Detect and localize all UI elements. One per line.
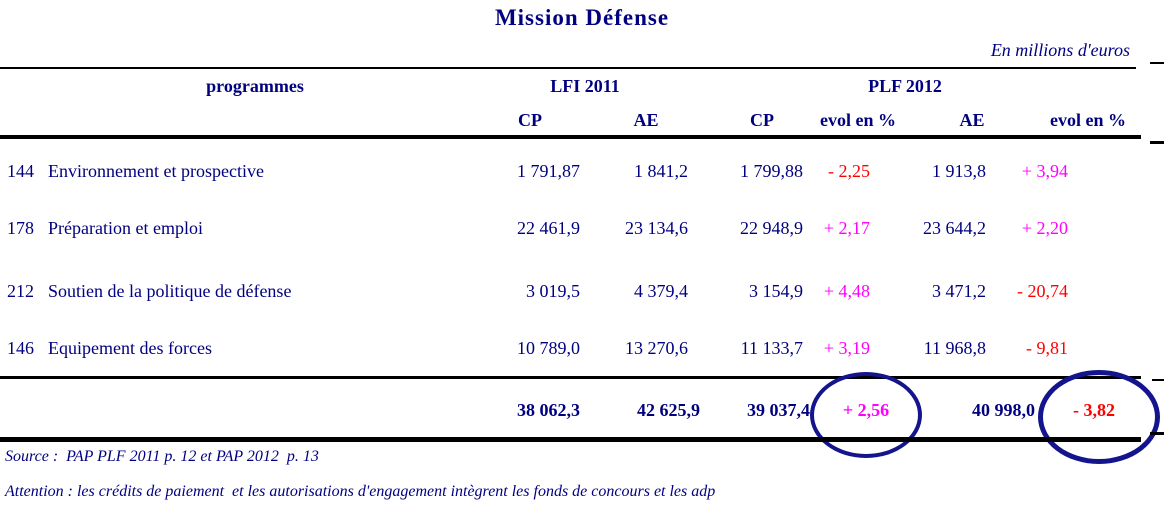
cell-plf-cp: 3 154,9 [749,281,803,301]
program-code: 144 [7,161,34,181]
total-lfi-ae: 42 625,9 [637,400,700,420]
cell-lfi-ae: 4 379,4 [634,281,688,301]
subheader-plf-ae: AE [959,110,985,130]
table-row [0,338,1164,362]
program-code: 178 [7,218,34,238]
cell-plf-ae: 1 913,8 [932,161,986,181]
rule-fragment-right-2 [1150,141,1164,144]
total-plf-cp: 39 037,4 [747,400,810,420]
cell-plf-ae: 23 644,2 [923,218,986,238]
subheader-lfi-ae: AE [633,110,659,130]
unit-note: En millions d'euros [990,40,1130,60]
rule-above-totals [0,376,1141,379]
table-row [0,161,1164,185]
cell-plf-ae: 11 968,8 [923,338,986,358]
cell-evol-cp: + 4,48 [823,281,870,301]
cell-evol-ae: - 9,81 [1026,338,1068,358]
cell-lfi-cp: 10 789,0 [517,338,580,358]
cell-evol-ae: + 3,94 [1021,161,1068,181]
total-evol-ae: - 3,82 [1073,400,1115,420]
cell-plf-cp: 22 948,9 [740,218,803,238]
cell-lfi-cp: 1 791,87 [517,161,580,181]
subheader-plf-cp: CP [750,110,774,130]
cell-lfi-ae: 23 134,6 [625,218,688,238]
program-code: 212 [7,281,34,301]
program-name: Soutien de la politique de défense [48,281,292,301]
attention-note: Attention : les crédits de paiement et les autorisations d'engagement intègrent les fonds de concours et les adp [5,483,716,500]
rule-fragment-right-4 [1150,432,1164,435]
cell-evol-cp: - 2,25 [828,161,870,181]
cell-evol-ae: + 2,20 [1021,218,1068,238]
rule-fragment-right-3 [1152,379,1164,381]
cell-lfi-cp: 3 019,5 [526,281,580,301]
totals-row [0,400,1164,426]
total-lfi-cp: 38 062,3 [517,400,580,420]
program-name: Environnement et prospective [48,161,264,181]
table-row [0,218,1164,242]
rule-below-header [0,135,1141,139]
page-title: Mission Défense [494,5,670,30]
cell-evol-cp: + 3,19 [823,338,870,358]
highlight-circle-evol-cp [810,372,922,458]
program-name: Préparation et emploi [48,218,203,238]
column-group-plf-2012: PLF 2012 [868,76,942,96]
subheader-evol-cp: evol en % [820,110,896,130]
cell-plf-ae: 3 471,2 [932,281,986,301]
rule-fragment-right-1 [1150,62,1164,64]
source-note: Source : PAP PLF 2011 p. 12 et PAP 2012 p. 13 [5,448,319,465]
column-group-lfi-2011: LFI 2011 [550,76,620,96]
cell-lfi-ae: 1 841,2 [634,161,688,181]
total-plf-ae: 40 998,0 [972,400,1035,420]
cell-lfi-cp: 22 461,9 [517,218,580,238]
cell-plf-cp: 1 799,88 [740,161,803,181]
subheader-lfi-cp: CP [518,110,542,130]
subheader-evol-ae: evol en % [1050,110,1126,130]
cell-lfi-ae: 13 270,6 [625,338,688,358]
total-evol-cp: + 2,56 [842,400,890,420]
table-row [0,281,1164,305]
highlight-circle-evol-ae [1038,370,1160,464]
cell-evol-cp: + 2,17 [823,218,870,238]
rule-top [0,67,1136,69]
cell-plf-cp: 11 133,7 [740,338,803,358]
program-name: Equipement des forces [48,338,212,358]
cell-evol-ae: - 20,74 [1017,281,1068,301]
column-header-programmes: programmes [206,76,304,96]
program-code: 146 [7,338,34,358]
rule-below-totals [0,437,1141,442]
